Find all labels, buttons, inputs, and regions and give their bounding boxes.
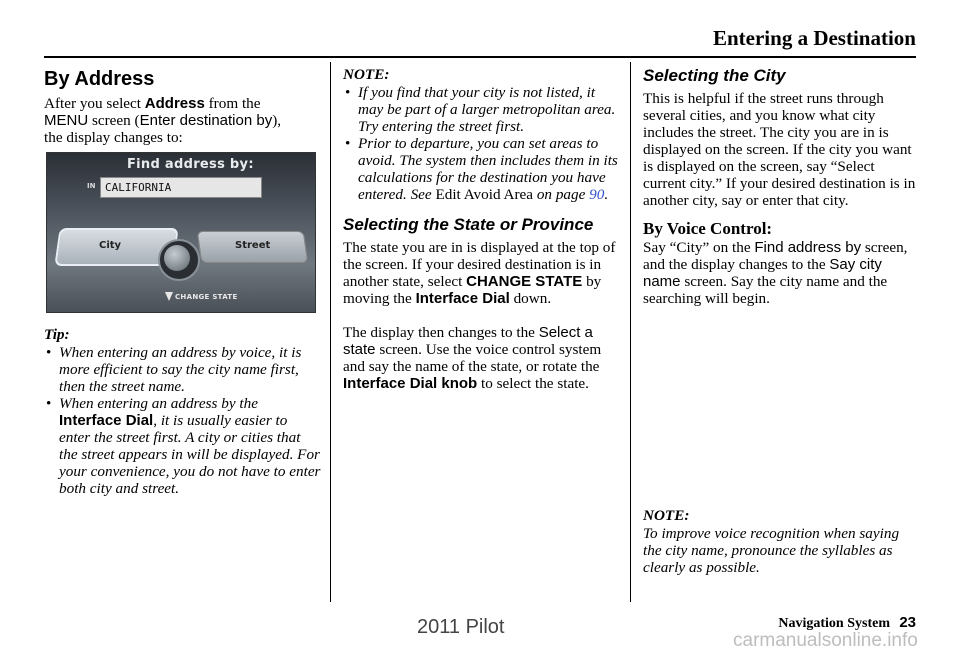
text: screen. Use the voice control system and say the name of the state, or rotate the [343,341,602,375]
text: After you select [44,95,145,112]
text: . [604,186,609,203]
text: screen. Say the city name and the searching will begin. [643,273,888,307]
ui-term: Interface Dial [59,412,154,429]
street-button-label: Street [235,240,271,251]
city-button-label: City [99,240,122,251]
tip-label: Tip: [44,326,70,343]
reference-text: Edit Avoid Area [435,186,534,203]
column-2 [343,66,620,392]
tip-item: • When entering an address by voice, it is more efficient to say the city name first, then the street name. [44,344,322,395]
text: the display changes to: [44,129,183,146]
paragraph [643,239,918,307]
subsection-heading: Selecting the State or Province [343,215,594,234]
ui-term: Select a state [343,324,593,358]
text: When entering an address by the [59,395,258,412]
note-item [343,135,620,203]
tip-item [44,395,322,497]
text: Say “City” on the [643,239,755,256]
text: by moving the [343,273,602,307]
ui-term: Interface Dial [415,290,510,307]
text: screen ( [88,112,140,129]
down-arrow-icon [165,292,173,301]
page-title: Entering a Destination [712,26,916,50]
ui-term: MENU [44,112,89,129]
intro-paragraph [44,95,322,146]
column-divider [630,62,631,602]
site-watermark: carmanualsonline.info [733,630,918,651]
voice-note-block [643,507,918,576]
column-3 [643,66,918,307]
ui-term: CHANGE STATE [466,273,583,290]
note-label: NOTE: [343,66,390,83]
ui-term: Enter destination by [139,112,273,129]
text: The display then changes to the [343,324,539,341]
footer-section-name: Navigation System [778,616,890,631]
section-heading: By Address [44,68,155,90]
text: , it is usually easier to enter the street first. A city or cities that the street appears in will be displayed. For your convenience, you do not have to enter both city and street. [59,412,321,497]
tip-block [44,326,322,497]
text: down. [509,290,552,307]
paragraph [343,324,620,392]
interface-dial-knob [164,245,190,271]
note-label: NOTE: [643,507,690,524]
text: Prior to departure, you can set areas to avoid. The system then includes them in its calculations for the destination you have entered. See [358,135,618,203]
column-1 [44,66,322,146]
ui-term: Say city name [643,256,882,290]
header-rule [44,56,916,58]
in-label: IN [87,182,96,190]
ui-term: Address [144,95,205,112]
note-item: • If you find that your city is not listed, it may be part of a larger metropolitan area. Try entering the street first. [343,84,620,135]
column-divider [330,62,331,602]
page-number: 23 [899,614,916,631]
find-address-screen [46,152,316,313]
paragraph [343,239,620,307]
change-state-label: CHANGE STATE [175,293,238,301]
model-watermark: 2011 Pilot [417,616,505,638]
text: from the [204,95,261,112]
paragraph: This is helpful if the street runs through several cities, and you know what city includes the street. The city you are in is displayed on the screen. If the city you want is displayed on the screen, say “Select current city.” If your desired destination is in another city, say or enter that city. [643,90,916,209]
text: The state you are in is displayed at the top of the screen. If your desired destination is in another state, select [343,239,616,290]
note-text: To improve voice recognition when saying the city name, pronounce the syllables as clearly as possible. [643,525,900,576]
state-field [100,177,262,198]
note-list [343,84,620,203]
state-value: CALIFORNIA [105,181,172,194]
text: on page [533,186,590,203]
page-link[interactable]: 90 [589,186,605,203]
tip-list [44,344,322,497]
text: ), [272,112,282,129]
screen-title: Find address by: [127,157,254,172]
text: to select the state. [477,375,589,392]
subsection-heading: Selecting the City [643,66,786,85]
text: screen, and the display changes to the [643,239,908,273]
ui-term: Find address by [754,239,862,256]
ui-term: Interface Dial knob [343,375,478,392]
voice-control-heading: By Voice Control: [643,219,773,238]
